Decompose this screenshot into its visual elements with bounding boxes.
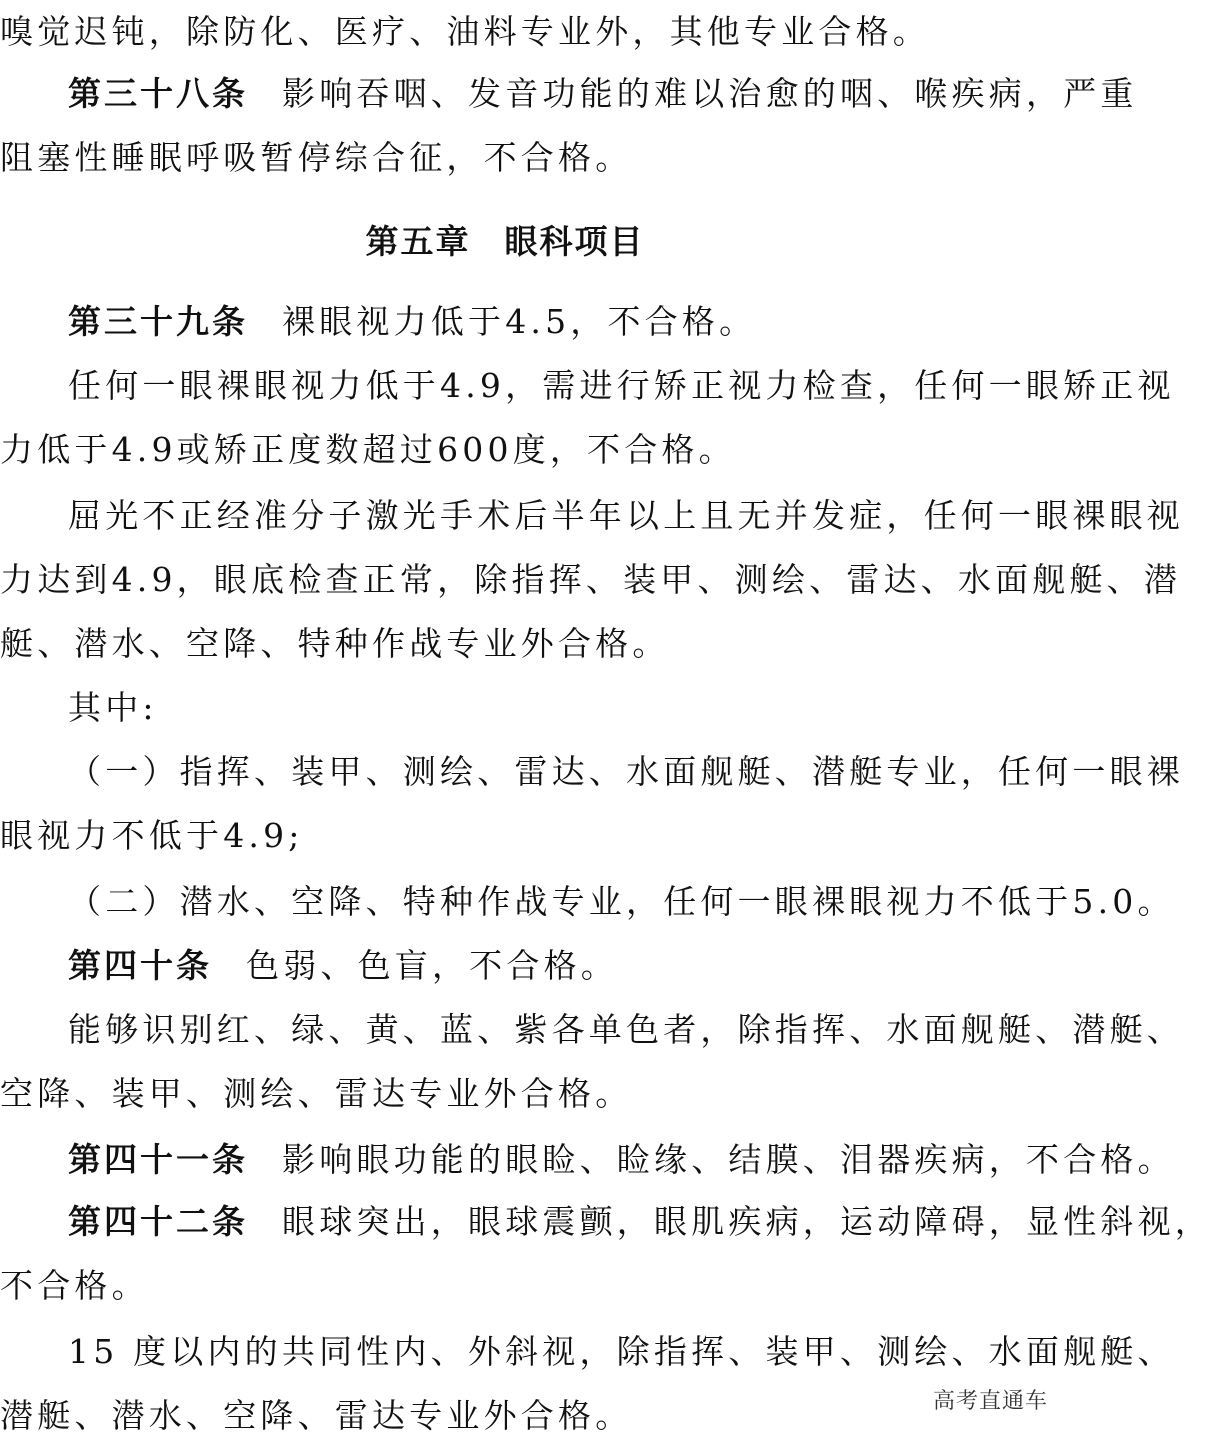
- chapter-title: 眼科项目: [504, 222, 645, 261]
- chapter-number: 第五章: [365, 222, 471, 261]
- article-number: 第三十八条: [68, 74, 248, 113]
- text-line: 力低于4.9或矫正度数超过600度，不合格。: [0, 430, 736, 469]
- article-42: [68, 1190, 1212, 1254]
- list-item: （二）潜水、空降、特种作战专业，任何一眼裸眼视力不低于5.0。: [68, 882, 1175, 921]
- article-40: [68, 934, 1080, 998]
- text-line: 艇、潜水、空降、特种作战专业外合格。: [0, 624, 670, 663]
- text-line: 嗅觉迟钝，除防化、医疗、油料专业外，其他专业合格。: [0, 12, 930, 51]
- text-line: 能够识别红、绿、黄、蓝、紫各单色者，除指挥、水面舰艇、潜艇、: [68, 1010, 1184, 1049]
- article-41: [68, 1128, 1175, 1192]
- article-number: 第四十条: [68, 946, 212, 985]
- text-line: 其中:: [68, 688, 158, 727]
- article-39: [68, 290, 1080, 354]
- article-38: [68, 62, 1138, 126]
- text-line: 空降、装甲、测绘、雷达专业外合格。: [0, 1074, 633, 1113]
- chapter-heading: [0, 210, 1010, 274]
- text-line: 任何一眼裸眼视力低于4.9，需进行矫正视力检查，任何一眼矫正视: [68, 366, 1175, 405]
- list-item: （一）指挥、装甲、测绘、雷达、水面舰艇、潜艇专业，任何一眼裸: [68, 752, 1184, 791]
- text-line: 不合格。: [0, 1266, 149, 1305]
- article-number: 第四十二条: [68, 1202, 248, 1241]
- watermark: 高考直通车: [929, 1382, 1052, 1422]
- text-line: 力达到4.9，眼底检查正常，除指挥、装甲、测绘、雷达、水面舰艇、潜: [0, 560, 1182, 599]
- article-text: 裸眼视力低于4.5，不合格。: [282, 302, 757, 341]
- article-number: 第三十九条: [68, 302, 248, 341]
- text-line: 屈光不正经准分子激光手术后半年以上且无并发症，任何一眼裸眼视: [68, 496, 1184, 535]
- text-line: 15 度以内的共同性内、外斜视，除指挥、装甲、测绘、水面舰艇、: [68, 1332, 1175, 1371]
- article-text: 影响吞咽、发音功能的难以治愈的咽、喉疾病，严重: [282, 74, 1138, 113]
- article-text: 色弱、色盲，不合格。: [246, 946, 618, 985]
- article-number: 第四十一条: [68, 1140, 248, 1179]
- text-line: 阻塞性睡眠呼吸暂停综合征，不合格。: [0, 138, 633, 177]
- text-line: 潜艇、潜水、空降、雷达专业外合格。: [0, 1396, 633, 1435]
- article-text: 影响眼功能的眼睑、睑缘、结膜、泪器疾病，不合格。: [282, 1140, 1175, 1179]
- text-line: 眼视力不低于4.9;: [0, 816, 304, 855]
- article-text: 眼球突出，眼球震颤，眼肌疾病，运动障碍，显性斜视，: [282, 1202, 1212, 1241]
